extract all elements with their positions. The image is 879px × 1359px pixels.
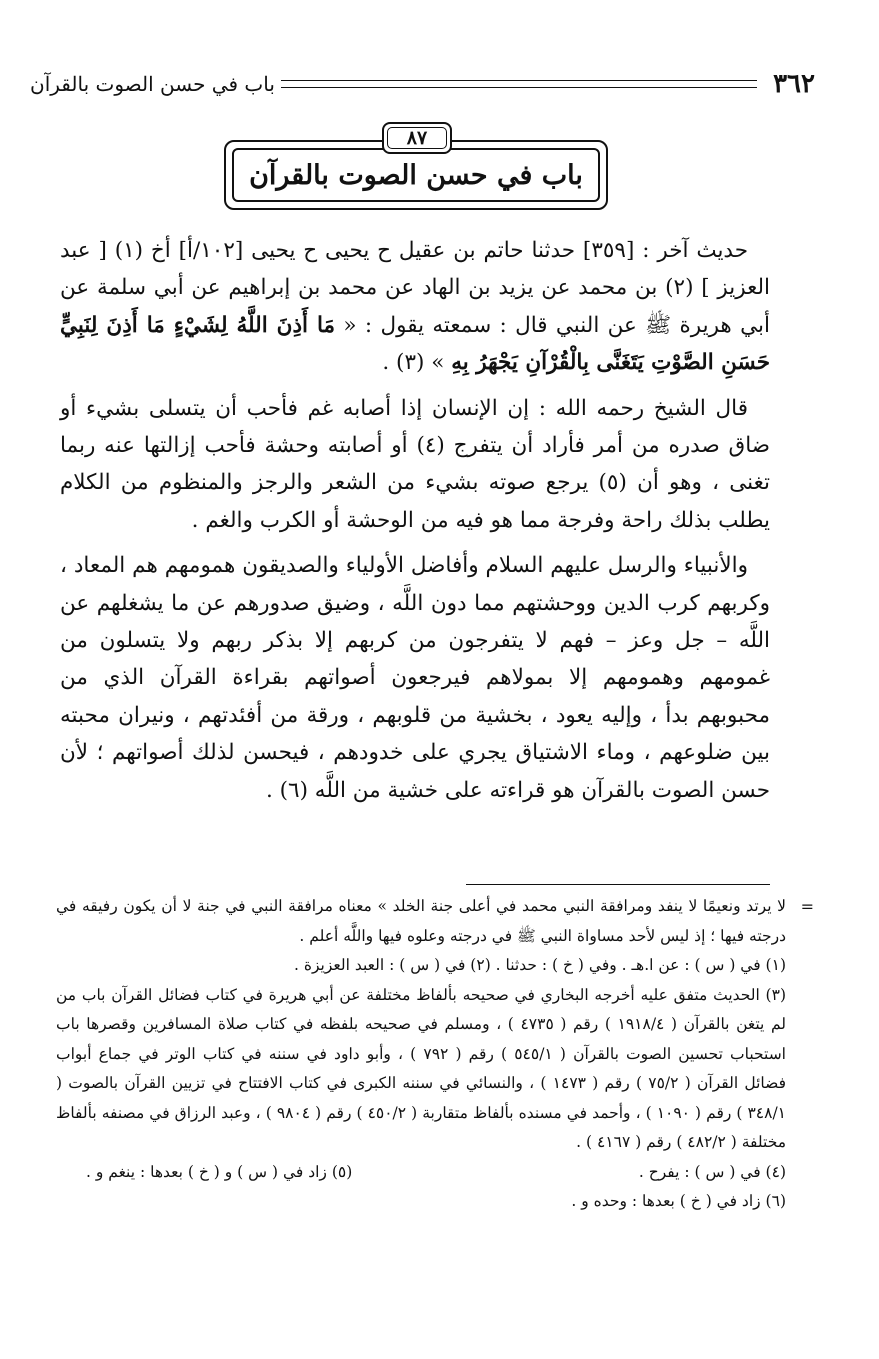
paragraph-hadith [60, 232, 770, 382]
footnote-continuation [56, 892, 814, 951]
footnote-1-2: (١) في ( س ) : عن ا.هـ . وفي ( خ ) : حدثنا . (٢) في ( س ) : العبد العزيزة . [294, 956, 786, 974]
footnote-3: (٣) الحديث متفق عليه أخرجه البخاري في صحيحه بألفاظ مختلفة عن أبي هريرة في كتاب فضائل القرآن باب من لم يتغن بالقرآن ( ١٩١٨/٤ ) رقم ( ٤٧٣٥ ) ، ومسلم في صحيحه بلفظه في كتاب صلاة المسافرين وقصرها باب استحباب تحسين الصوت بالقرآن ( ٥٤٥/١ ) رقم ( ٧٩٢ ) ، وأبو داود في سننه في كتاب الوتر في جماع أبواب فضائل القرآن ( ٧٥/٢ ) رقم ( ١٤٧٣ ) ، والنسائي في سننه الكبرى في كتاب الافتتاح في تزيين القرآن بالصوت ( ٣٤٨/١ ) رقم ( ١٠٩٠ ) ، وأحمد في مسنده بألفاظ متقاربة ( ٤٥٠/٢ ) رقم ( ٩٨٠٤ ) ، وعبد الرزاق في مصنفه بألفاظ مختلفة ( ٤٨٢/٢ ) رقم ( ٤١٦٧ ) . [56, 985, 787, 1151]
hadith-close: » (٣) . [382, 350, 445, 376]
hadith-text: مَا أَذِنَ اللَّهُ لِشَيْءٍ مَا أَذِنَ لِنَبِيٍّ حَسَنِ الصَّوْتِ يَتَغَنَّى بِالْقُرْآنِ يَجْهَرُ بِهِ [60, 312, 770, 376]
page-header [30, 66, 815, 102]
chapter-number: ٨٧ [406, 127, 428, 149]
footnote-4: (٤) في ( س ) : يفرح . [638, 1162, 786, 1181]
continuation-mark: = [800, 897, 814, 916]
header-rule [281, 80, 757, 88]
footnotes [56, 892, 814, 1217]
footnote-6: (٦) زاد في ( خ ) بعدها : وحده و . [571, 1192, 786, 1210]
page-number: ٣٦٢ [773, 69, 815, 99]
main-text [60, 232, 770, 817]
paragraph-prophets: والأنبياء والرسل عليهم السلام وأفاضل الأولياء والصديقون همومهم هم المعاد ، وكربهم كرب الدين ووحشتهم مما دون اللَّه ، وضيق صدورهم عن ما يشغلهم عن اللَّه – جل وعز – فهم لا يتفرجون من كربهم إلا بذكر ربهم ولا يتسلون من غمومهم وهمومهم إلا بمولاهم فيرجعون أصواتهم بقراءة القرآن الذي من محبوبهم بدأ ، وإليه يعود ، بخشية من قلوبهم ، ورقة من أفئدتهم ، ونيران محبته بين ضلوعهم ، وماء الاشتياق يجري على خدودهم ، فيحسن لذلك أصواتهم ؛ لأن حسن الصوت بالقرآن هو قراءته على خشية من اللَّه (٦) . [60, 553, 770, 803]
chapter-number-badge [382, 122, 452, 154]
footnote-separator [466, 884, 770, 885]
footnote-5: (٥) زاد في ( س ) و ( خ ) بعدها : ينغم و . [86, 1162, 353, 1181]
hadith-isnad: حديث آخر : [٣٥٩] حدثنا حاتم بن عقيل ح يحيى ح يحيى [١٠٢/أ] أخ (١) [ عبد العزيز ] (٢) بن محمد عن يزيد بن الهاد عن محمد بن إبراهيم عن أبي سلمة عن أبي هريرة ﷺ عن النبي قال : سمعته يقول : « [60, 238, 770, 338]
chapter-title: باب في حسن الصوت بالقرآن [232, 148, 600, 202]
footnote-row-4-5 [56, 1158, 786, 1188]
running-title: باب في حسن الصوت بالقرآن [30, 72, 275, 96]
footnote-continuation-text: لا يرتد ونعيمًا لا ينفد ومرافقة النبي محمد في أعلى جنة الخلد » معناه مرافقة النبي في جنة لا أن يكون رفيقه في درجته فيها ؛ إذ ليس لأحد مساواة النبي ﷺ في درجته وعلوه فيها واللَّه أعلم . [56, 897, 786, 945]
paragraph-sheikh-comment: قال الشيخ رحمه الله : إن الإنسان إذا أصابه غم فأحب أن يتسلى بشيء أو ضاق صدره من أمر فأراد أن يتفرج (٤) أو أصابته وحشة فأحب إزالتها عنه ربما تغنى ، وهو أن (٥) يرجع صوته بشيء من الشعر والرجز والمنظوم من الكلام يطلب بذلك راحة وفرجة مما هو فيه من الوحشة أو الكرب والغم . [60, 395, 770, 533]
